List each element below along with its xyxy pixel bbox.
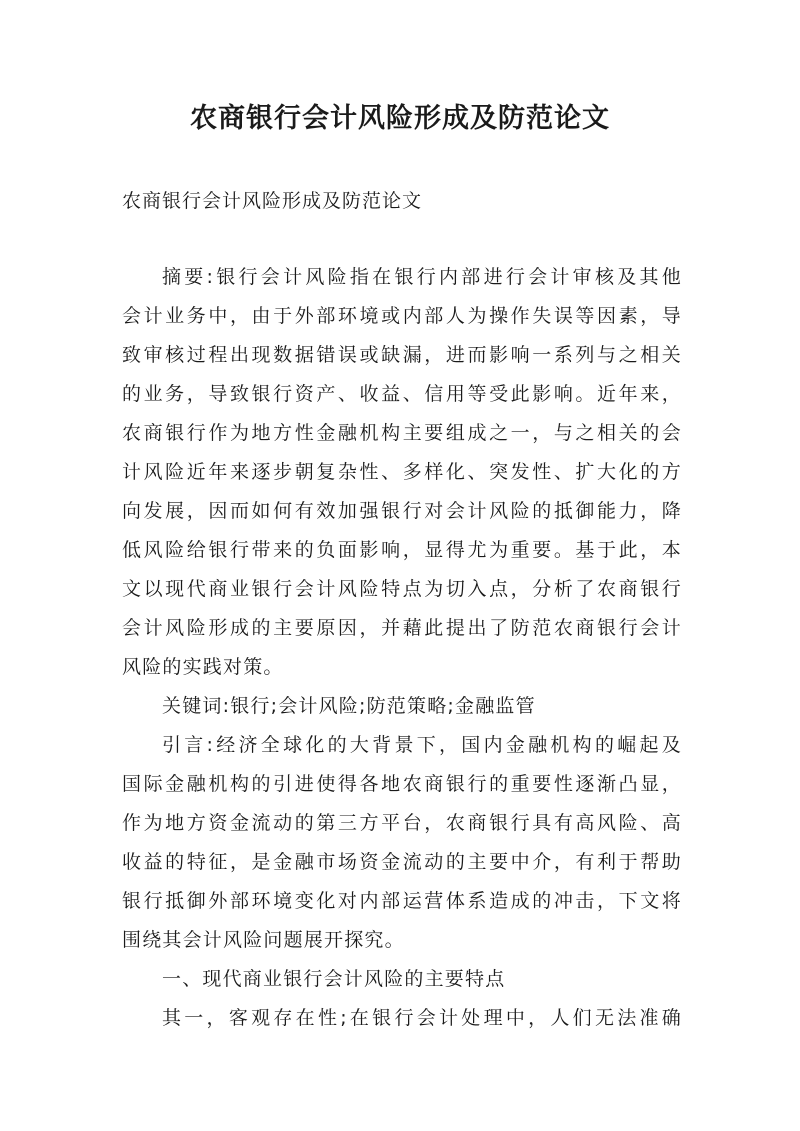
abstract-line: 致审核过程出现数据错误或缺漏，进而影响一系列与之相关 — [122, 344, 682, 366]
abstract-line: 计风险近年来逐步朝复杂性、多样化、突发性、扩大化的方 — [122, 461, 682, 483]
keywords-line: 关键词:银行;会计风险;防范策略;金融监管 — [162, 695, 536, 717]
abstract-line: 会计风险形成的主要原因，并藉此提出了防范农商银行会计 — [122, 617, 682, 639]
abstract-line: 文以现代商业银行会计风险特点为切入点，分析了农商银行 — [122, 578, 682, 600]
intro-line: 作为地方资金流动的第三方平台，农商银行具有高风险、高 — [122, 812, 682, 834]
section-heading: 一、现代商业银行会计风险的主要特点 — [162, 968, 506, 990]
abstract-line: 摘要:银行会计风险指在银行内部进行会计审核及其他 — [162, 266, 682, 288]
document-subtitle: 农商银行会计风险形成及防范论文 — [122, 190, 423, 212]
abstract-line: 低风险给银行带来的负面影响，显得尤为重要。基于此，本 — [122, 539, 682, 561]
intro-line: 收益的特征，是金融市场资金流动的主要中介，有利于帮助 — [122, 851, 682, 873]
intro-line: 银行抵御外部环境变化对内部运营体系造成的冲击，下文将 — [122, 890, 682, 912]
abstract-line: 农商银行作为地方性金融机构主要组成之一，与之相关的会 — [122, 422, 682, 444]
intro-line: 引言:经济全球化的大背景下，国内金融机构的崛起及 — [162, 734, 682, 756]
intro-line: 国际金融机构的引进使得各地农商银行的重要性逐渐凸显， — [122, 773, 682, 795]
document-title: 农商银行会计风险形成及防范论文 — [190, 103, 610, 134]
abstract-line: 风险的实践对策。 — [122, 656, 284, 678]
abstract-line: 会计业务中，由于外部环境或内部人为操作失误等因素，导 — [122, 305, 682, 327]
abstract-line: 向发展，因而如何有效加强银行对会计风险的抵御能力，降 — [122, 500, 682, 522]
abstract-line: 的业务，导致银行资产、收益、信用等受此影响。近年来， — [122, 383, 682, 405]
intro-line: 围绕其会计风险问题展开探究。 — [122, 929, 405, 951]
section-paragraph-line: 其一，客观存在性;在银行会计处理中，人们无法准确 — [162, 1007, 682, 1029]
